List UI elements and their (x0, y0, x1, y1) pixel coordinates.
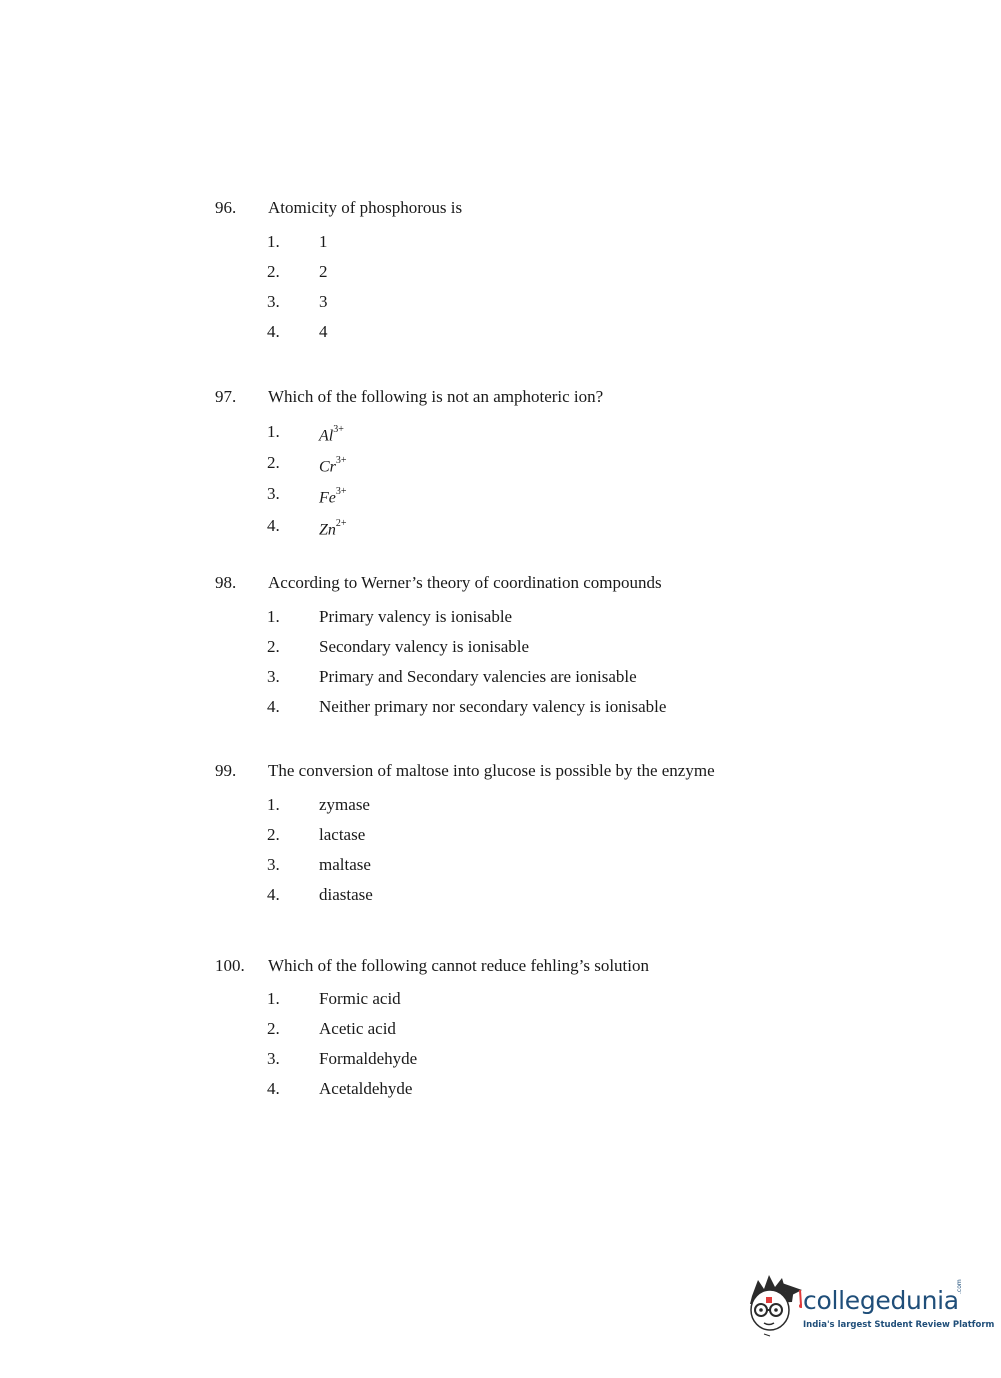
option-number: 2. (267, 637, 280, 656)
question-number: 97. (215, 387, 237, 406)
option-text: 3 (319, 292, 328, 311)
option-4 (0, 1077, 1001, 1101)
ion-charge: 3+ (333, 424, 344, 435)
question-text: Which of the following cannot reduce fehling’s solution (268, 956, 649, 975)
option-1 (0, 230, 1001, 254)
option-3 (0, 665, 1001, 689)
option-text: 2 (319, 262, 328, 281)
option-3 (0, 290, 1001, 314)
option-text: Acetic acid (319, 1019, 396, 1038)
option-text: Formic acid (319, 989, 401, 1008)
option-number: 1. (267, 607, 280, 626)
option-number: 3. (267, 484, 280, 503)
option-number: 1. (267, 989, 280, 1008)
option-2 (0, 260, 1001, 284)
ion-charge: 2+ (335, 518, 347, 529)
option-number: 2. (267, 453, 280, 472)
option-text: diastase (319, 885, 373, 904)
option-4 (0, 514, 1001, 538)
option-text: 4 (319, 322, 328, 341)
option-text: Formaldehyde (319, 1049, 418, 1068)
option-number: 4. (267, 322, 280, 341)
option-text: Primary and Secondary valencies are ionisable (319, 667, 637, 686)
option-number: 1. (267, 422, 280, 441)
option-number: 1. (267, 795, 280, 814)
option-4 (0, 695, 1001, 719)
option-number: 3. (267, 1049, 280, 1068)
question-97 (0, 385, 1001, 539)
option-2 (0, 635, 1001, 659)
option-number: 2. (267, 1019, 280, 1038)
ion-formula (319, 482, 347, 510)
option-number: 2. (267, 262, 280, 281)
option-2 (0, 823, 1001, 847)
ion-symbol: Al (319, 427, 334, 445)
logo-wordmark: collegedunia (803, 1286, 959, 1315)
option-text: Secondary valency is ionisable (319, 637, 530, 656)
question-96 (0, 196, 1001, 341)
option-text: lactase (319, 825, 366, 844)
option-text: 1 (319, 232, 328, 251)
option-2 (0, 451, 1001, 475)
logo-domain-suffix: .com (956, 1279, 963, 1294)
ion-charge: 3+ (335, 455, 347, 466)
option-2 (0, 1017, 1001, 1041)
option-text: Primary valency is ionisable (319, 607, 513, 626)
ion-formula (319, 420, 344, 448)
question-text: Atomicity of phosphorous is (268, 198, 463, 217)
mascot-icon (742, 1272, 802, 1338)
question-100 (0, 954, 1001, 1098)
option-text: maltase (319, 855, 371, 874)
logo-tagline: India's largest Student Review Platform (803, 1320, 995, 1330)
option-number: 1. (267, 232, 280, 251)
ion-formula (319, 451, 347, 479)
question-text: According to Werner’s theory of coordination compounds (268, 573, 662, 592)
ion-charge: 3+ (335, 486, 347, 497)
question-98 (0, 571, 1001, 716)
option-number: 2. (267, 825, 280, 844)
option-4 (0, 320, 1001, 344)
question-number: 100. (215, 956, 245, 975)
question-text: The conversion of maltose into glucose is possible by the enzyme (268, 761, 715, 780)
option-number: 4. (267, 516, 280, 535)
option-3 (0, 1047, 1001, 1071)
ion-symbol: Fe (319, 489, 336, 507)
ion-symbol: Zn (319, 521, 336, 539)
option-number: 3. (267, 855, 280, 874)
question-number: 96. (215, 198, 237, 217)
option-1 (0, 605, 1001, 629)
option-text: zymase (319, 795, 370, 814)
option-3 (0, 853, 1001, 877)
ion-symbol: Cr (319, 458, 336, 476)
option-number: 4. (267, 697, 280, 716)
ion-formula (319, 514, 347, 542)
option-number: 4. (267, 885, 280, 904)
option-1 (0, 793, 1001, 817)
option-4 (0, 883, 1001, 907)
option-3 (0, 482, 1001, 506)
option-1 (0, 420, 1001, 444)
option-number: 3. (267, 667, 280, 686)
option-number: 3. (267, 292, 280, 311)
question-99 (0, 759, 1001, 904)
question-number: 98. (215, 573, 237, 592)
option-text: Neither primary nor secondary valency is ionisable (319, 697, 667, 716)
collegedunia-logo (742, 1272, 995, 1344)
question-number: 99. (215, 761, 237, 780)
option-number: 4. (267, 1079, 280, 1098)
question-text: Which of the following is not an amphoteric ion? (268, 387, 604, 406)
option-text: Acetaldehyde (319, 1079, 413, 1098)
option-1 (0, 987, 1001, 1011)
